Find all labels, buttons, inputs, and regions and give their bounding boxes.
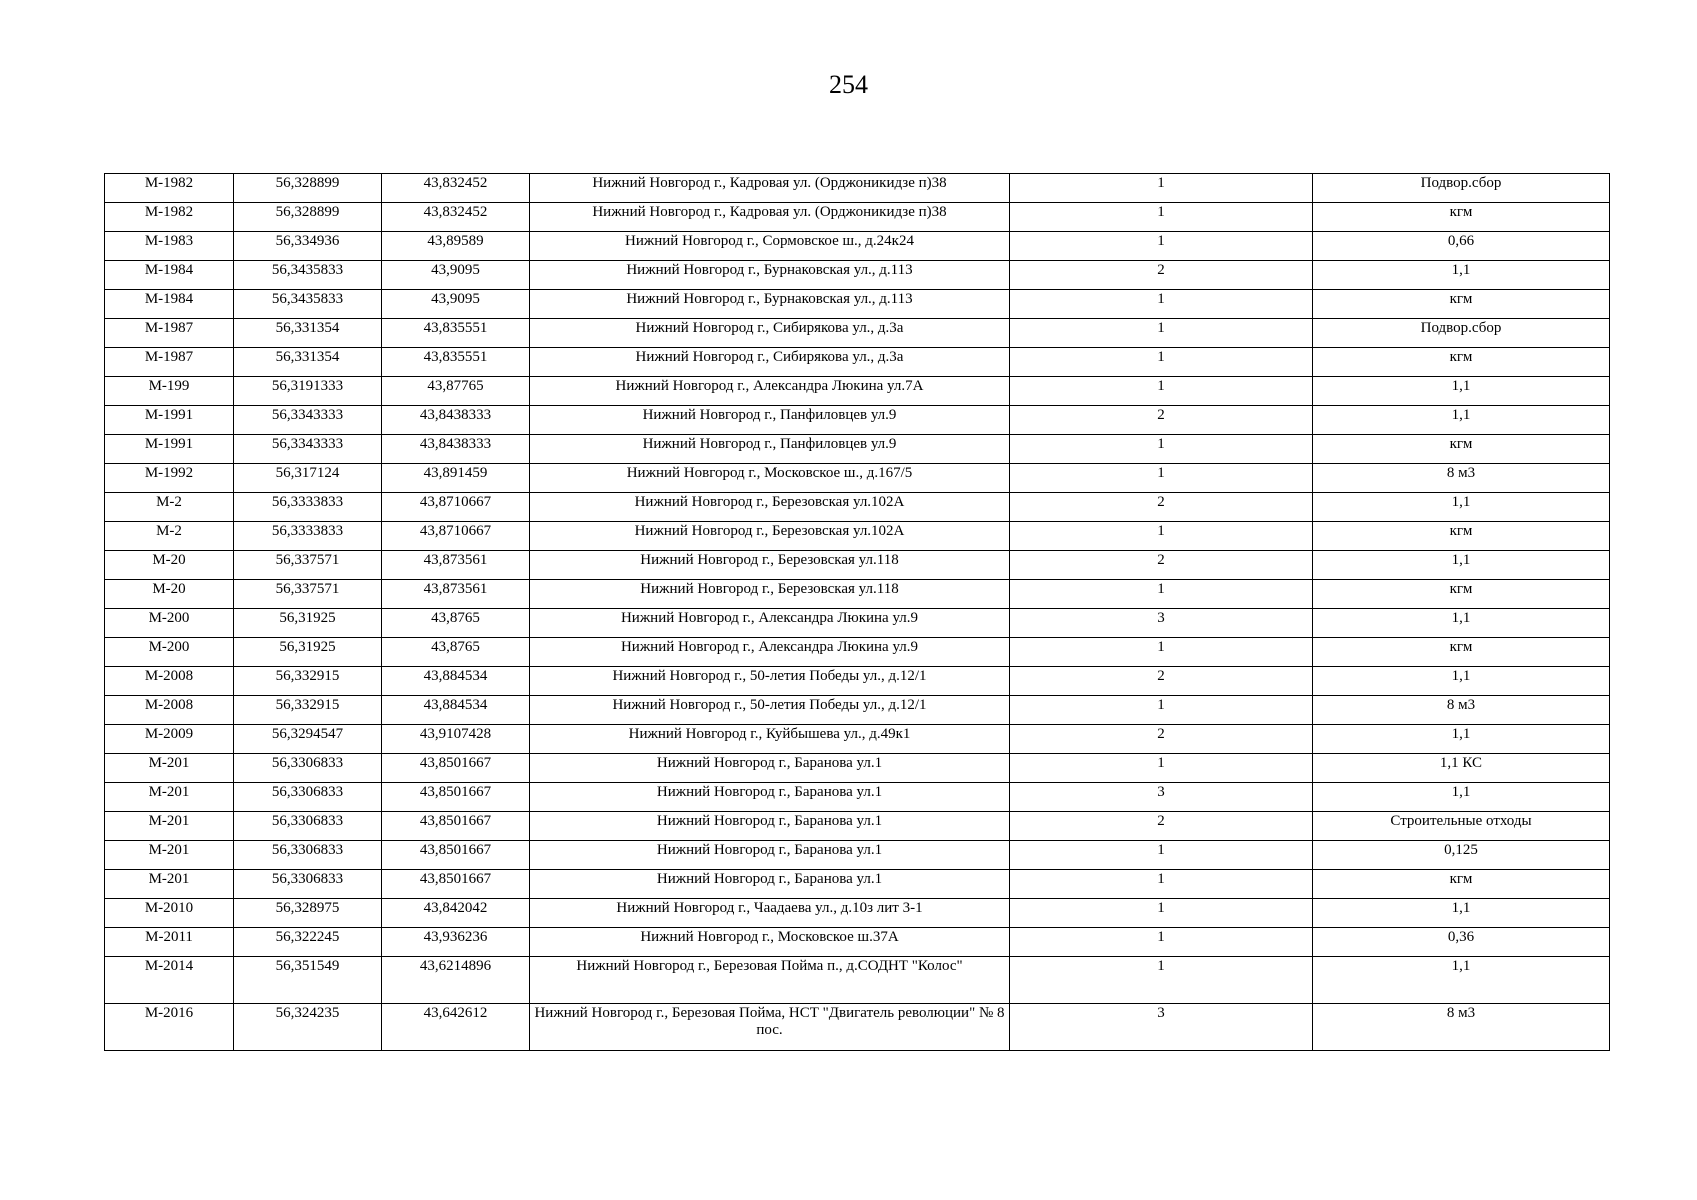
site-id-cell: М-201 — [105, 870, 234, 899]
latitude-cell: 56,317124 — [234, 464, 382, 493]
longitude-cell: 43,884534 — [382, 696, 530, 725]
longitude-cell: 43,9095 — [382, 261, 530, 290]
container-type-cell: кгм — [1313, 870, 1610, 899]
container-type-cell: 0,36 — [1313, 928, 1610, 957]
container-type-cell: 1,1 — [1313, 783, 1610, 812]
table-row — [105, 435, 1610, 464]
longitude-cell: 43,936236 — [382, 928, 530, 957]
address-cell: Нижний Новгород г., Александра Люкина ул.9 — [530, 609, 1010, 638]
site-id-cell: М-2009 — [105, 725, 234, 754]
container-type-cell: кгм — [1313, 348, 1610, 377]
latitude-cell: 56,3191333 — [234, 377, 382, 406]
quantity-cell: 3 — [1010, 609, 1313, 638]
table-row — [105, 928, 1610, 957]
quantity-cell: 1 — [1010, 464, 1313, 493]
address-cell: Нижний Новгород г., Баранова ул.1 — [530, 841, 1010, 870]
latitude-cell: 56,334936 — [234, 232, 382, 261]
latitude-cell: 56,3333833 — [234, 493, 382, 522]
latitude-cell: 56,337571 — [234, 580, 382, 609]
site-id-cell: М-20 — [105, 580, 234, 609]
site-id-cell: М-1992 — [105, 464, 234, 493]
table-row — [105, 696, 1610, 725]
site-id-cell: М-2008 — [105, 696, 234, 725]
table-row — [105, 377, 1610, 406]
latitude-cell: 56,3306833 — [234, 754, 382, 783]
longitude-cell: 43,8501667 — [382, 783, 530, 812]
container-type-cell: 1,1 — [1313, 899, 1610, 928]
address-cell: Нижний Новгород г., Сибирякова ул., д.3а — [530, 319, 1010, 348]
quantity-cell: 1 — [1010, 232, 1313, 261]
site-id-cell: М-201 — [105, 812, 234, 841]
latitude-cell: 56,3294547 — [234, 725, 382, 754]
longitude-cell: 43,835551 — [382, 319, 530, 348]
quantity-cell: 2 — [1010, 551, 1313, 580]
site-id-cell: М-201 — [105, 754, 234, 783]
site-id-cell: М-2011 — [105, 928, 234, 957]
table-row — [105, 725, 1610, 754]
container-type-cell: Строительные отходы — [1313, 812, 1610, 841]
latitude-cell: 56,332915 — [234, 696, 382, 725]
site-id-cell: М-201 — [105, 783, 234, 812]
container-sites-table — [104, 173, 1610, 1051]
quantity-cell: 2 — [1010, 812, 1313, 841]
latitude-cell: 56,31925 — [234, 638, 382, 667]
longitude-cell: 43,835551 — [382, 348, 530, 377]
table-row — [105, 754, 1610, 783]
table-row — [105, 406, 1610, 435]
latitude-cell: 56,3306833 — [234, 783, 382, 812]
container-type-cell: 1,1 — [1313, 667, 1610, 696]
quantity-cell: 2 — [1010, 406, 1313, 435]
table-row — [105, 203, 1610, 232]
longitude-cell: 43,884534 — [382, 667, 530, 696]
quantity-cell: 3 — [1010, 1004, 1313, 1051]
site-id-cell: М-1991 — [105, 435, 234, 464]
site-id-cell: М-1984 — [105, 290, 234, 319]
quantity-cell: 2 — [1010, 667, 1313, 696]
site-id-cell: М-2014 — [105, 957, 234, 1004]
address-cell: Нижний Новгород г., Кадровая ул. (Орджоникидзе п)38 — [530, 203, 1010, 232]
table-row — [105, 319, 1610, 348]
address-cell: Нижний Новгород г., Бурнаковская ул., д.113 — [530, 290, 1010, 319]
latitude-cell: 56,3306833 — [234, 870, 382, 899]
address-cell: Нижний Новгород г., Панфиловцев ул.9 — [530, 406, 1010, 435]
container-type-cell: 1,1 КС — [1313, 754, 1610, 783]
table-row — [105, 812, 1610, 841]
latitude-cell: 56,328899 — [234, 203, 382, 232]
table-row — [105, 232, 1610, 261]
quantity-cell: 1 — [1010, 696, 1313, 725]
address-cell: Нижний Новгород г., Куйбышева ул., д.49к1 — [530, 725, 1010, 754]
longitude-cell: 43,891459 — [382, 464, 530, 493]
container-type-cell: 1,1 — [1313, 261, 1610, 290]
site-id-cell: М-199 — [105, 377, 234, 406]
table-row — [105, 638, 1610, 667]
site-id-cell: М-1983 — [105, 232, 234, 261]
quantity-cell: 1 — [1010, 522, 1313, 551]
container-type-cell: Подвор.сбор — [1313, 319, 1610, 348]
address-cell: Нижний Новгород г., Березовая Пойма, НСТ "Двигатель революции" № 8 пос. — [530, 1004, 1010, 1051]
longitude-cell: 43,9107428 — [382, 725, 530, 754]
address-cell: Нижний Новгород г., Баранова ул.1 — [530, 812, 1010, 841]
quantity-cell: 1 — [1010, 203, 1313, 232]
latitude-cell: 56,31925 — [234, 609, 382, 638]
longitude-cell: 43,9095 — [382, 290, 530, 319]
longitude-cell: 43,8501667 — [382, 870, 530, 899]
table-row — [105, 290, 1610, 319]
container-type-cell: 1,1 — [1313, 725, 1610, 754]
address-cell: Нижний Новгород г., Чаадаева ул., д.10з лит 3-1 — [530, 899, 1010, 928]
longitude-cell: 43,8765 — [382, 638, 530, 667]
site-id-cell: М-200 — [105, 609, 234, 638]
address-cell: Нижний Новгород г., 50-летия Победы ул., д.12/1 — [530, 696, 1010, 725]
address-cell: Нижний Новгород г., Сормовское ш., д.24к24 — [530, 232, 1010, 261]
latitude-cell: 56,351549 — [234, 957, 382, 1004]
address-cell: Нижний Новгород г., Сибирякова ул., д.3а — [530, 348, 1010, 377]
latitude-cell: 56,332915 — [234, 667, 382, 696]
latitude-cell: 56,328975 — [234, 899, 382, 928]
latitude-cell: 56,322245 — [234, 928, 382, 957]
longitude-cell: 43,8710667 — [382, 493, 530, 522]
container-type-cell: кгм — [1313, 290, 1610, 319]
container-type-cell: Подвор.сбор — [1313, 174, 1610, 203]
table-row — [105, 261, 1610, 290]
site-id-cell: М-1991 — [105, 406, 234, 435]
address-cell: Нижний Новгород г., Баранова ул.1 — [530, 754, 1010, 783]
address-cell: Нижний Новгород г., Березовская ул.118 — [530, 551, 1010, 580]
site-id-cell: М-1987 — [105, 319, 234, 348]
address-cell: Нижний Новгород г., 50-летия Победы ул., д.12/1 — [530, 667, 1010, 696]
address-cell: Нижний Новгород г., Березовая Пойма п., д.СОДНТ "Колос" — [530, 957, 1010, 1004]
site-id-cell: М-20 — [105, 551, 234, 580]
latitude-cell: 56,331354 — [234, 348, 382, 377]
quantity-cell: 1 — [1010, 174, 1313, 203]
quantity-cell: 1 — [1010, 319, 1313, 348]
longitude-cell: 43,873561 — [382, 551, 530, 580]
longitude-cell: 43,8438333 — [382, 406, 530, 435]
site-id-cell: М-2010 — [105, 899, 234, 928]
container-type-cell: 1,1 — [1313, 551, 1610, 580]
quantity-cell: 1 — [1010, 377, 1313, 406]
site-id-cell: М-1982 — [105, 203, 234, 232]
address-cell: Нижний Новгород г., Московское ш.37А — [530, 928, 1010, 957]
longitude-cell: 43,642612 — [382, 1004, 530, 1051]
container-type-cell: 8 м3 — [1313, 464, 1610, 493]
container-type-cell: кгм — [1313, 203, 1610, 232]
longitude-cell: 43,8501667 — [382, 841, 530, 870]
longitude-cell: 43,6214896 — [382, 957, 530, 1004]
longitude-cell: 43,8501667 — [382, 754, 530, 783]
site-id-cell: М-200 — [105, 638, 234, 667]
container-type-cell: 1,1 — [1313, 493, 1610, 522]
quantity-cell: 2 — [1010, 725, 1313, 754]
quantity-cell: 1 — [1010, 638, 1313, 667]
address-cell: Нижний Новгород г., Баранова ул.1 — [530, 870, 1010, 899]
latitude-cell: 56,328899 — [234, 174, 382, 203]
longitude-cell: 43,8710667 — [382, 522, 530, 551]
quantity-cell: 1 — [1010, 957, 1313, 1004]
table-row — [105, 957, 1610, 1004]
container-type-cell: 1,1 — [1313, 609, 1610, 638]
quantity-cell: 1 — [1010, 754, 1313, 783]
quantity-cell: 3 — [1010, 783, 1313, 812]
site-id-cell: М-201 — [105, 841, 234, 870]
latitude-cell: 56,3343333 — [234, 406, 382, 435]
quantity-cell: 1 — [1010, 870, 1313, 899]
container-type-cell: 1,1 — [1313, 957, 1610, 1004]
table-body — [105, 174, 1610, 1051]
site-id-cell: М-2 — [105, 493, 234, 522]
longitude-cell: 43,873561 — [382, 580, 530, 609]
latitude-cell: 56,3343333 — [234, 435, 382, 464]
table-row — [105, 783, 1610, 812]
address-cell: Нижний Новгород г., Московское ш., д.167/5 — [530, 464, 1010, 493]
latitude-cell: 56,324235 — [234, 1004, 382, 1051]
table-row — [105, 522, 1610, 551]
address-cell: Нижний Новгород г., Кадровая ул. (Орджоникидзе п)38 — [530, 174, 1010, 203]
latitude-cell: 56,3435833 — [234, 290, 382, 319]
site-id-cell: М-1984 — [105, 261, 234, 290]
site-id-cell: М-1982 — [105, 174, 234, 203]
address-cell: Нижний Новгород г., Бурнаковская ул., д.113 — [530, 261, 1010, 290]
page-number: 254 — [829, 70, 868, 99]
address-cell: Нижний Новгород г., Панфиловцев ул.9 — [530, 435, 1010, 464]
container-type-cell: 8 м3 — [1313, 1004, 1610, 1051]
address-cell: Нижний Новгород г., Александра Люкина ул.9 — [530, 638, 1010, 667]
container-type-cell: 0,66 — [1313, 232, 1610, 261]
address-cell: Нижний Новгород г., Березовская ул.102А — [530, 493, 1010, 522]
container-type-cell: 0,125 — [1313, 841, 1610, 870]
table-row — [105, 348, 1610, 377]
address-cell: Нижний Новгород г., Березовская ул.102А — [530, 522, 1010, 551]
quantity-cell: 1 — [1010, 435, 1313, 464]
quantity-cell: 2 — [1010, 493, 1313, 522]
longitude-cell: 43,8501667 — [382, 812, 530, 841]
longitude-cell: 43,87765 — [382, 377, 530, 406]
quantity-cell: 1 — [1010, 899, 1313, 928]
latitude-cell: 56,3333833 — [234, 522, 382, 551]
quantity-cell: 1 — [1010, 841, 1313, 870]
address-cell: Нижний Новгород г., Березовская ул.118 — [530, 580, 1010, 609]
longitude-cell: 43,8438333 — [382, 435, 530, 464]
quantity-cell: 2 — [1010, 261, 1313, 290]
latitude-cell: 56,3435833 — [234, 261, 382, 290]
quantity-cell: 1 — [1010, 348, 1313, 377]
table-row — [105, 493, 1610, 522]
table-row — [105, 464, 1610, 493]
container-type-cell: 1,1 — [1313, 406, 1610, 435]
container-type-cell: 8 м3 — [1313, 696, 1610, 725]
longitude-cell: 43,832452 — [382, 203, 530, 232]
table-row — [105, 841, 1610, 870]
quantity-cell: 1 — [1010, 928, 1313, 957]
longitude-cell: 43,842042 — [382, 899, 530, 928]
latitude-cell: 56,3306833 — [234, 812, 382, 841]
table-row — [105, 609, 1610, 638]
container-type-cell: кгм — [1313, 522, 1610, 551]
site-id-cell: М-1987 — [105, 348, 234, 377]
table-row — [105, 1004, 1610, 1051]
container-type-cell: кгм — [1313, 580, 1610, 609]
site-id-cell: М-2 — [105, 522, 234, 551]
longitude-cell: 43,89589 — [382, 232, 530, 261]
table-row — [105, 667, 1610, 696]
latitude-cell: 56,337571 — [234, 551, 382, 580]
latitude-cell: 56,3306833 — [234, 841, 382, 870]
longitude-cell: 43,8765 — [382, 609, 530, 638]
container-type-cell: кгм — [1313, 638, 1610, 667]
container-type-cell: кгм — [1313, 435, 1610, 464]
address-cell: Нижний Новгород г., Александра Люкина ул.7А — [530, 377, 1010, 406]
quantity-cell: 1 — [1010, 290, 1313, 319]
latitude-cell: 56,331354 — [234, 319, 382, 348]
table-row — [105, 899, 1610, 928]
table-row — [105, 551, 1610, 580]
site-id-cell: М-2016 — [105, 1004, 234, 1051]
site-id-cell: М-2008 — [105, 667, 234, 696]
table-row — [105, 870, 1610, 899]
table-row — [105, 174, 1610, 203]
quantity-cell: 1 — [1010, 580, 1313, 609]
container-type-cell: 1,1 — [1313, 377, 1610, 406]
longitude-cell: 43,832452 — [382, 174, 530, 203]
table-row — [105, 580, 1610, 609]
address-cell: Нижний Новгород г., Баранова ул.1 — [530, 783, 1010, 812]
